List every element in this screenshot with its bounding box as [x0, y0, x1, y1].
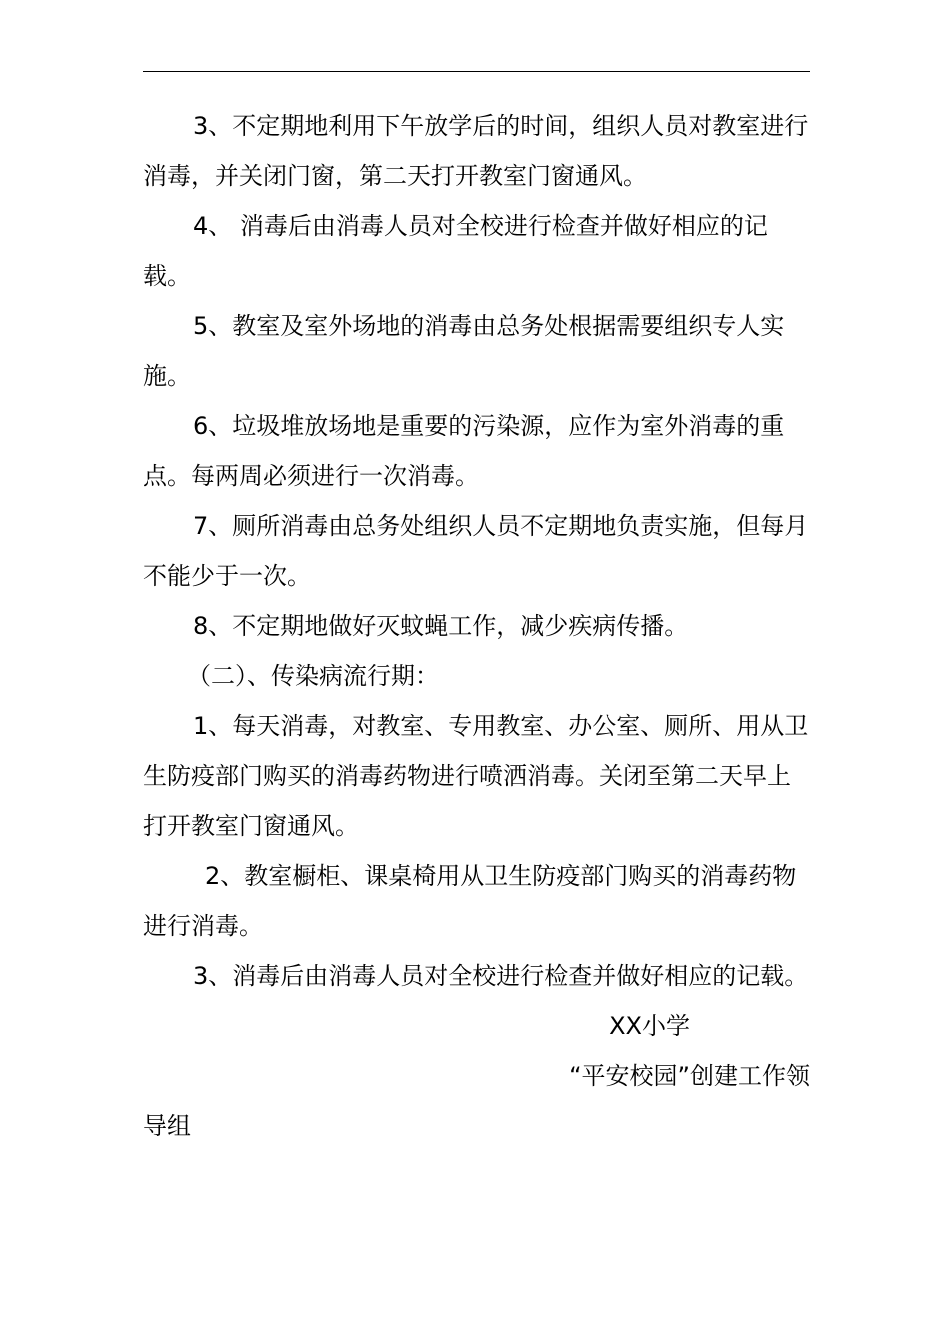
signature-group-line1: “平安校园”创建工作领 — [569, 1062, 810, 1090]
section-heading-epidemic: （二）、传染病流行期： — [187, 662, 439, 690]
document-body — [143, 101, 810, 1151]
paragraph-item-3: 3、不定期地利用下午放学后的时间，组织人员对教室进行消毒，并关闭门窗，第二天打开教室门窗通风。 — [143, 112, 809, 190]
paragraph-item-4: 4、 消毒后由消毒人员对全校进行检查并做好相应的记载。 — [143, 212, 768, 290]
paragraph-item-7: 7、厕所消毒由总务处组织人员不定期地负责实施，但每月不能少于一次。 — [143, 512, 809, 590]
paragraph-item-5: 5、教室及室外场地的消毒由总务处根据需要组织专人实施。 — [143, 312, 785, 390]
epidemic-item-3: 3、消毒后由消毒人员对全校进行检查并做好相应的记载。 — [193, 962, 809, 990]
paragraph-item-6: 6、垃圾堆放场地是重要的污染源，应作为室外消毒的重点。每两周必须进行一次消毒。 — [143, 412, 785, 490]
epidemic-item-1: 1、每天消毒，对教室、专用教室、办公室、厕所、用从卫生防疫部门购买的消毒药物进行喷洒消毒。关闭至第二天早上打开教室门窗通风。 — [143, 712, 809, 840]
paragraph-item-8: 8、不定期地做好灭蚊蝇工作，减少疾病传播。 — [193, 612, 689, 640]
epidemic-item-2: 2、教室橱柜、课桌椅用从卫生防疫部门购买的消毒药物进行消毒。 — [143, 862, 797, 940]
signature-organization: XX小学 — [609, 1012, 690, 1040]
header-rule — [143, 71, 810, 72]
signature-group-line2: 导组 — [143, 1112, 191, 1140]
